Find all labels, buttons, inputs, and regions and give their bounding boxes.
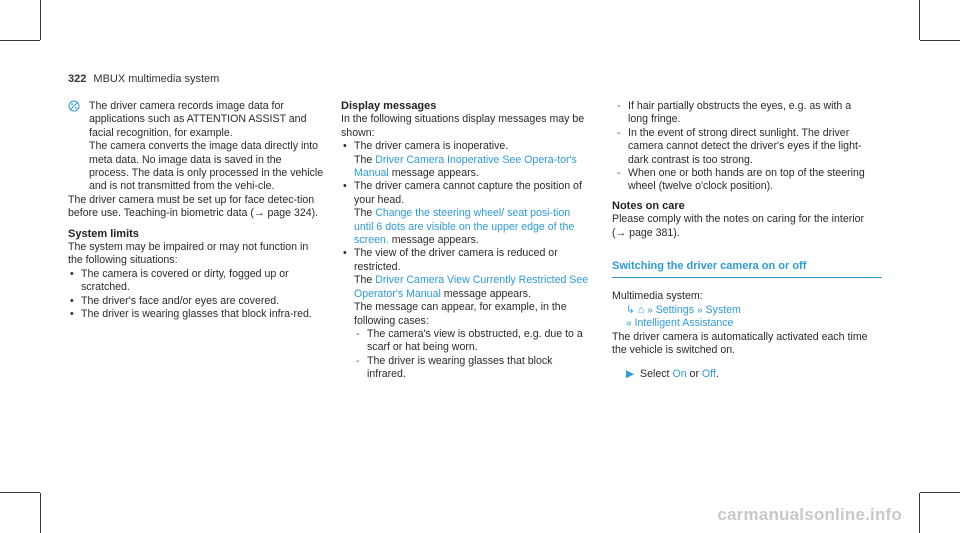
note-text: The driver camera records image data for applications such as ATTENTION ASSIST and facial recognition, for example. bbox=[89, 100, 307, 139]
crop-mark bbox=[920, 492, 960, 493]
system-limits-heading: System limits bbox=[68, 227, 139, 240]
list-item: - The camera's view is obstructed, e.g. due to a scarf or hat being worn. bbox=[354, 328, 589, 355]
double-chevron-icon: » bbox=[647, 304, 653, 316]
list-item: • The driver camera is inoperative. bbox=[341, 140, 589, 153]
middle-column bbox=[341, 100, 589, 382]
system-label: Multimedia system: bbox=[612, 290, 703, 303]
watermark: carmanualsonline.info bbox=[717, 505, 902, 524]
notes-on-care-heading: Notes on care bbox=[612, 199, 685, 212]
crop-mark bbox=[919, 0, 920, 40]
limits-intro: The system may be impaired or may not function in the following situations: bbox=[68, 241, 309, 267]
double-chevron-icon: » bbox=[626, 318, 632, 330]
display-message: Driver Camera Inoperative See Opera-tor's Manual bbox=[354, 153, 577, 180]
page-ref-link[interactable]: (→ page 381). bbox=[612, 226, 680, 239]
page-ref-link[interactable]: (→ page 324). bbox=[250, 207, 319, 220]
crop-mark bbox=[919, 493, 920, 533]
message-line: The Change the steering wheel/ seat posi-tion until 6 dots are visible on the upper edge of the screen. message appears. bbox=[354, 207, 575, 247]
instruction-step: ▶ Select On or Off. bbox=[626, 367, 719, 380]
list-item: • The view of the driver camera is reduced or restricted. bbox=[341, 247, 589, 274]
crop-mark bbox=[40, 493, 41, 533]
list-item: - When one or both hands are on top of the steering wheel (twelve o'clock position). bbox=[615, 167, 874, 194]
list-item: - The driver is wearing glasses that block infrared. bbox=[354, 355, 589, 382]
crop-mark bbox=[920, 40, 960, 41]
message-line: The Driver Camera View Currently Restricted See Operator's Manual message appears. bbox=[354, 274, 589, 300]
settings-menu-item[interactable]: Settings bbox=[655, 303, 694, 316]
note-text: The camera converts the image data directly into meta data. No image data is saved in the process. The data is only processed in the vehicle and is not transmitted from the vehi-cle. bbox=[89, 140, 324, 193]
on-option[interactable]: On bbox=[672, 367, 687, 380]
list-item: • The driver is wearing glasses that block infra-red. bbox=[68, 308, 324, 321]
home-icon[interactable]: ⌂ bbox=[637, 303, 645, 316]
display-message: Driver Camera View Currently Restricted See Operator's Manual bbox=[354, 274, 589, 300]
display-message: Change the steering wheel/ seat posi-tion until 6 dots are visible on the upper edge of the screen. bbox=[354, 207, 575, 247]
setup-text: The driver camera must be set up for face detec-tion before use. Teaching-in biometric data (→ page 324). bbox=[68, 193, 319, 220]
right-column bbox=[612, 100, 874, 381]
system-menu-item[interactable]: System bbox=[705, 303, 741, 316]
message-line: The Driver Camera Inoperative See Opera-tor's Manual message appears. bbox=[354, 153, 577, 180]
double-chevron-icon: » bbox=[696, 304, 703, 316]
enter-arrow-icon: ↳ bbox=[626, 303, 635, 316]
note-block bbox=[68, 100, 324, 194]
list-item: - If hair partially obstructs the eyes, e.g. as with a long fringe. bbox=[615, 100, 874, 127]
crop-mark bbox=[0, 492, 40, 493]
crop-mark bbox=[40, 0, 41, 40]
page-number: 322 bbox=[68, 73, 87, 85]
cases-intro: The message can appear, for example, in the following cases: bbox=[354, 301, 567, 327]
care-text: Please comply with the notes on caring for the interior (→ page 381). bbox=[612, 213, 865, 239]
list-item: • The driver camera cannot capture the position of your head. bbox=[341, 180, 589, 207]
auto-activation-text: The driver camera is automatically activated each time the vehicle is switched on. bbox=[612, 330, 868, 357]
messages-intro: In the following situations display messages may be shown: bbox=[341, 113, 585, 139]
section-title: Switching the driver camera on or off bbox=[612, 260, 882, 278]
display-messages-heading: Display messages bbox=[341, 100, 437, 112]
crop-mark bbox=[0, 40, 40, 41]
info-icon bbox=[68, 100, 80, 116]
left-column bbox=[68, 100, 324, 322]
intelligent-assistance-menu-item[interactable]: Intelligent Assistance bbox=[634, 317, 734, 330]
list-item: • The camera is covered or dirty, fogged up or scratched. bbox=[68, 268, 324, 295]
page-header bbox=[68, 73, 219, 85]
list-item: • The driver's face and/or eyes are covered. bbox=[68, 295, 324, 308]
step-arrow-icon: ▶ bbox=[626, 367, 635, 380]
list-item: - In the event of strong direct sunlight. The driver camera cannot detect the driver's eyes if the light-dark contrast is too strong. bbox=[615, 127, 874, 167]
menu-path bbox=[612, 317, 874, 330]
menu-path bbox=[612, 304, 874, 317]
off-option[interactable]: Off bbox=[701, 367, 716, 380]
page-title: MBUX multimedia system bbox=[93, 73, 220, 85]
